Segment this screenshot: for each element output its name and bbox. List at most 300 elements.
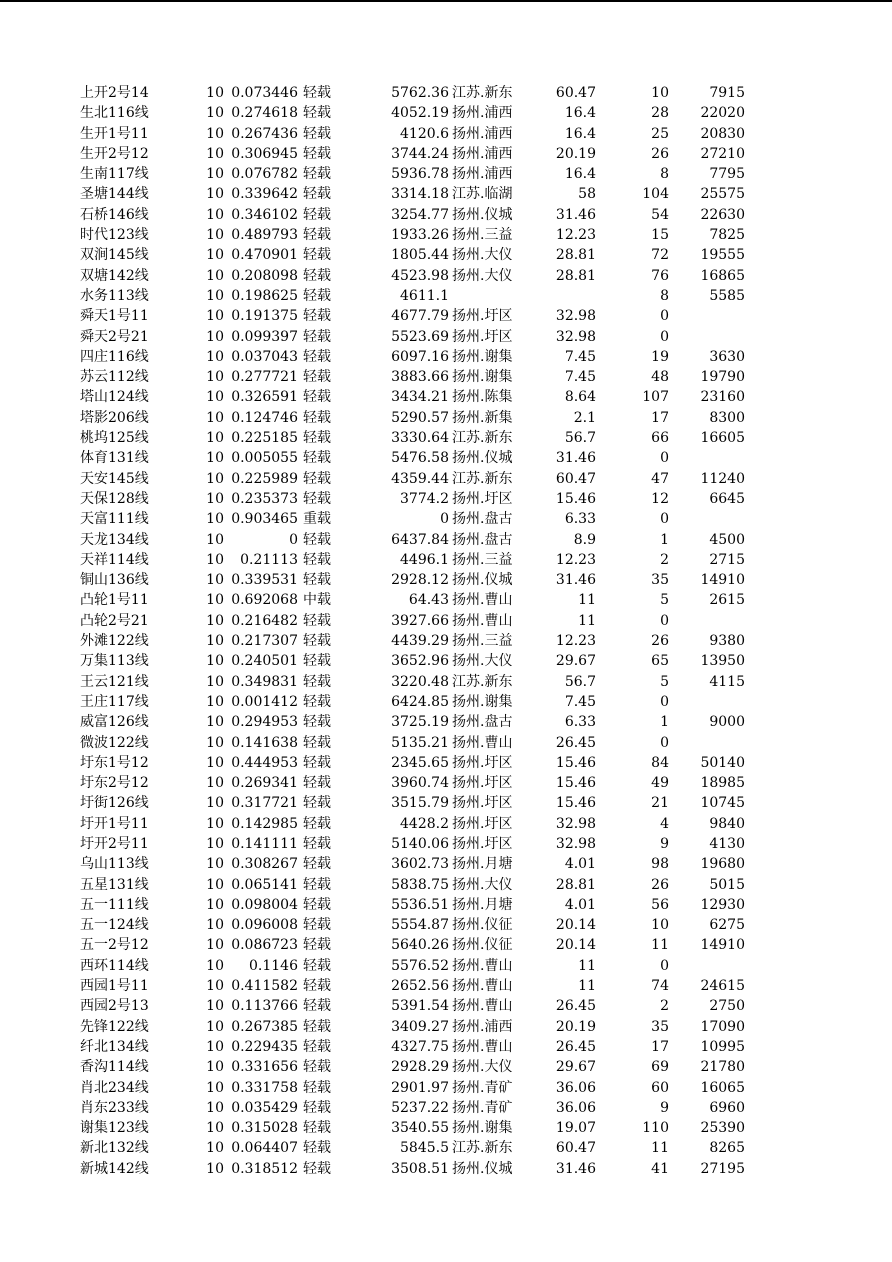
voltage-cell: 10 [206, 815, 224, 832]
load-rate-cell: 0.294953 [231, 714, 298, 731]
capacity-cell: 9000 [709, 714, 745, 731]
location-cell: 扬州.大仪 [452, 653, 513, 670]
capacity-cell: 19680 [700, 856, 745, 873]
value-cell: 6437.84 [391, 531, 449, 548]
length-cell: 7.45 [564, 693, 596, 710]
length-cell: 11 [578, 978, 596, 995]
load-rate-cell: 0.005055 [231, 450, 298, 467]
load-status-cell: 轻载 [303, 1059, 331, 1076]
line-name-cell: 生开1号11 [80, 125, 149, 142]
value-cell: 5554.87 [391, 917, 449, 934]
count-cell: 60 [651, 1079, 669, 1096]
load-rate-cell: 0.141111 [231, 835, 298, 852]
length-cell: 31.46 [555, 572, 596, 589]
location-cell: 扬州.曹山 [452, 998, 513, 1015]
voltage-cell: 10 [206, 450, 224, 467]
length-cell: 4.01 [564, 856, 596, 873]
voltage-cell: 10 [206, 490, 224, 507]
length-cell: 32.98 [555, 815, 596, 832]
line-name-cell: 王庄117线 [80, 693, 149, 710]
count-cell: 65 [651, 653, 669, 670]
length-cell: 28.81 [555, 267, 596, 284]
voltage-cell: 10 [206, 714, 224, 731]
voltage-cell: 10 [206, 835, 224, 852]
length-cell: 2.1 [573, 409, 596, 426]
capacity-cell [669, 733, 745, 753]
line-name-cell: 舜天1号11 [80, 308, 149, 325]
load-rate-cell: 0.318512 [231, 1160, 298, 1177]
voltage-cell: 10 [206, 186, 224, 203]
load-status-cell: 轻载 [303, 1079, 331, 1096]
load-rate-cell: 0.315028 [231, 1120, 298, 1137]
location-cell: 扬州.曹山 [452, 978, 513, 995]
voltage-cell: 10 [206, 308, 224, 325]
table-row [0, 976, 892, 996]
count-cell: 35 [651, 1018, 669, 1035]
voltage-cell: 10 [206, 754, 224, 771]
load-rate-cell: 0.065141 [231, 876, 298, 893]
count-cell: 8 [660, 287, 669, 304]
voltage-cell: 10 [206, 1099, 224, 1116]
length-cell: 20.14 [555, 937, 596, 954]
length-cell: 56.7 [564, 673, 596, 690]
value-cell: 6424.85 [391, 693, 449, 710]
load-status-cell: 轻载 [303, 896, 331, 913]
load-status-cell: 轻载 [303, 856, 331, 873]
value-cell: 5290.57 [391, 409, 449, 426]
location-cell: 扬州.曹山 [452, 734, 513, 751]
location-cell: 扬州.谢集 [452, 348, 513, 365]
length-cell: 16.4 [564, 125, 596, 142]
location-cell: 扬州.新集 [452, 409, 513, 426]
value-cell: 0 [440, 511, 449, 528]
voltage-cell: 10 [206, 85, 224, 101]
location-cell: 扬州.大仪 [452, 1059, 513, 1076]
load-rate-cell: 0 [289, 531, 298, 548]
table-row [0, 956, 892, 976]
load-status-cell: 轻载 [303, 125, 331, 142]
value-cell: 4611.1 [400, 287, 449, 304]
voltage-cell: 10 [206, 856, 224, 873]
table-row [0, 1138, 892, 1158]
count-cell: 47 [651, 470, 669, 487]
table-row [0, 530, 892, 550]
count-cell: 2 [660, 998, 669, 1015]
load-rate-cell: 0.124746 [231, 409, 298, 426]
load-rate-cell: 0.331656 [231, 1059, 298, 1076]
load-rate-cell: 0.267436 [231, 125, 298, 142]
capacity-cell [669, 611, 745, 631]
line-name-cell: 纤北134线 [80, 1038, 149, 1055]
length-cell: 8.9 [573, 531, 596, 548]
count-cell: 107 [642, 389, 669, 406]
value-cell: 4327.75 [391, 1038, 449, 1055]
length-cell: 12.23 [555, 551, 596, 568]
capacity-cell: 10745 [700, 795, 745, 812]
table-row [0, 935, 892, 955]
voltage-cell: 10 [206, 978, 224, 995]
capacity-cell: 19555 [700, 247, 745, 264]
load-rate-cell: 0.277721 [231, 369, 298, 386]
load-status-cell: 轻载 [303, 714, 331, 731]
capacity-cell: 6645 [709, 490, 745, 507]
location-cell: 扬州.圩区 [452, 835, 513, 852]
length-cell: 26.45 [555, 998, 596, 1015]
load-rate-cell: 0.470901 [231, 247, 298, 264]
count-cell: 56 [651, 896, 669, 913]
table-row [0, 83, 892, 103]
location-cell: 江苏.新东 [452, 85, 513, 101]
load-status-cell: 轻载 [303, 612, 331, 629]
length-cell: 12.23 [555, 227, 596, 244]
load-status-cell: 中载 [303, 592, 331, 609]
load-status-cell: 轻载 [303, 775, 331, 792]
voltage-cell: 10 [206, 389, 224, 406]
line-name-cell: 外滩122线 [80, 633, 149, 650]
count-cell: 74 [651, 978, 669, 995]
location-cell: 扬州.青矿 [452, 1099, 513, 1116]
location-cell: 扬州.曹山 [452, 957, 513, 974]
length-cell: 58 [578, 186, 596, 203]
load-status-cell: 轻载 [303, 531, 331, 548]
load-rate-cell: 0.331758 [231, 1079, 298, 1096]
voltage-cell: 10 [206, 917, 224, 934]
voltage-cell: 10 [206, 633, 224, 650]
count-cell: 8 [660, 166, 669, 183]
count-cell: 28 [651, 105, 669, 122]
load-rate-cell: 0.240501 [231, 653, 298, 670]
count-cell: 9 [660, 835, 669, 852]
value-cell: 3744.24 [391, 145, 449, 162]
count-cell: 0 [660, 450, 669, 467]
voltage-cell: 10 [206, 369, 224, 386]
count-cell: 10 [651, 917, 669, 934]
load-rate-cell: 0.411582 [231, 978, 298, 995]
line-name-cell: 圩街126线 [80, 795, 149, 812]
value-cell: 4359.44 [391, 470, 449, 487]
line-name-cell: 新城142线 [80, 1160, 149, 1177]
table-row [0, 814, 892, 834]
location-cell: 扬州.仪城 [452, 572, 513, 589]
capacity-cell: 27210 [700, 145, 745, 162]
voltage-cell: 10 [206, 206, 224, 223]
location-cell: 扬州.浦西 [452, 105, 513, 122]
value-cell: 3927.66 [391, 612, 449, 629]
load-status-cell: 轻载 [303, 835, 331, 852]
table-row [0, 834, 892, 854]
table-row [0, 103, 892, 123]
line-name-cell: 西环114线 [80, 957, 149, 974]
length-cell: 11 [578, 612, 596, 629]
voltage-cell: 10 [206, 957, 224, 974]
value-cell: 3254.77 [391, 206, 449, 223]
value-cell: 3652.96 [391, 653, 449, 670]
load-status-cell: 轻载 [303, 551, 331, 568]
value-cell: 5762.36 [391, 85, 449, 101]
value-cell: 5391.54 [391, 998, 449, 1015]
count-cell: 104 [642, 186, 669, 203]
load-status-cell: 轻载 [303, 450, 331, 467]
capacity-cell: 16065 [700, 1079, 745, 1096]
location-cell: 扬州.圩区 [452, 775, 513, 792]
load-status-cell: 重载 [303, 511, 331, 528]
line-name-cell: 谢集123线 [80, 1120, 149, 1137]
count-cell: 17 [651, 1038, 669, 1055]
load-rate-cell: 0.317721 [231, 795, 298, 812]
location-cell: 扬州.月塘 [452, 856, 513, 873]
length-cell: 28.81 [555, 876, 596, 893]
line-name-cell: 天安145线 [80, 470, 149, 487]
table-row [0, 753, 892, 773]
location-cell: 扬州.大仪 [452, 247, 513, 264]
line-name-cell: 圩开1号11 [80, 815, 149, 832]
count-cell: 25 [651, 125, 669, 142]
capacity-cell: 2750 [709, 998, 745, 1015]
value-cell: 6097.16 [391, 348, 449, 365]
load-rate-cell: 0.098004 [231, 896, 298, 913]
line-name-cell: 水务113线 [80, 287, 149, 304]
voltage-cell: 10 [206, 896, 224, 913]
count-cell: 35 [651, 572, 669, 589]
load-status-cell: 轻载 [303, 490, 331, 507]
load-status-cell: 轻载 [303, 1120, 331, 1137]
capacity-cell [669, 509, 745, 529]
line-name-cell: 五星131线 [80, 876, 149, 893]
voltage-cell: 10 [206, 1059, 224, 1076]
table-row [0, 692, 892, 712]
table-row [0, 793, 892, 813]
voltage-cell: 10 [206, 653, 224, 670]
load-status-cell: 轻载 [303, 186, 331, 203]
capacity-cell: 14910 [700, 572, 745, 589]
length-cell: 36.06 [555, 1099, 596, 1116]
line-name-cell: 凸轮2号21 [80, 612, 149, 629]
load-status-cell: 轻载 [303, 673, 331, 690]
line-name-cell: 四庄116线 [80, 348, 149, 365]
load-rate-cell: 0.113766 [231, 998, 298, 1015]
voltage-cell: 10 [206, 551, 224, 568]
load-rate-cell: 0.037043 [231, 348, 298, 365]
load-rate-cell: 0.339531 [231, 572, 298, 589]
count-cell: 15 [651, 227, 669, 244]
capacity-cell: 3630 [709, 348, 745, 365]
table-row [0, 245, 892, 265]
line-name-cell: 圩开2号11 [80, 835, 149, 852]
table-row [0, 408, 892, 428]
load-status-cell: 轻载 [303, 917, 331, 934]
location-cell: 扬州.曹山 [452, 612, 513, 629]
table-row [0, 489, 892, 509]
table-row [0, 895, 892, 915]
capacity-cell: 7915 [709, 85, 745, 101]
voltage-cell: 10 [206, 937, 224, 954]
length-cell: 15.46 [555, 490, 596, 507]
table-row [0, 712, 892, 732]
location-cell: 扬州.三益 [452, 227, 513, 244]
value-cell: 3540.55 [391, 1120, 449, 1137]
count-cell: 5 [660, 673, 669, 690]
table-row [0, 469, 892, 489]
value-cell: 3220.48 [391, 673, 449, 690]
voltage-cell: 10 [206, 470, 224, 487]
value-cell: 3434.21 [391, 389, 449, 406]
line-name-cell: 五一2号12 [80, 937, 149, 954]
length-cell: 11 [578, 592, 596, 609]
load-rate-cell: 0.267385 [231, 1018, 298, 1035]
table-row [0, 144, 892, 164]
location-cell: 扬州.三益 [452, 551, 513, 568]
location-cell: 扬州.盘古 [452, 511, 513, 528]
capacity-cell: 21780 [700, 1059, 745, 1076]
length-cell: 7.45 [564, 369, 596, 386]
count-cell: 19 [651, 348, 669, 365]
line-name-cell: 圩东2号12 [80, 775, 149, 792]
voltage-cell: 10 [206, 795, 224, 812]
load-rate-cell: 0.308267 [231, 856, 298, 873]
count-cell: 48 [651, 369, 669, 386]
load-status-cell: 轻载 [303, 957, 331, 974]
length-cell: 16.4 [564, 166, 596, 183]
value-cell: 3330.64 [391, 430, 449, 447]
load-status-cell: 轻载 [303, 369, 331, 386]
count-cell: 54 [651, 206, 669, 223]
table-row [0, 1118, 892, 1138]
table-row [0, 550, 892, 570]
load-status-cell: 轻载 [303, 876, 331, 893]
value-cell: 1805.44 [391, 247, 449, 264]
length-cell: 29.67 [555, 1059, 596, 1076]
location-cell: 扬州.圩区 [452, 490, 513, 507]
table-row [0, 1098, 892, 1118]
capacity-cell: 22020 [700, 105, 745, 122]
count-cell: 0 [660, 734, 669, 751]
line-name-cell: 生开2号12 [80, 145, 149, 162]
length-cell: 31.46 [555, 450, 596, 467]
length-cell: 15.46 [555, 775, 596, 792]
count-cell: 98 [651, 856, 669, 873]
load-status-cell: 轻载 [303, 287, 331, 304]
line-name-cell: 石桥146线 [80, 206, 149, 223]
length-cell: 60.47 [555, 1140, 596, 1157]
count-cell: 11 [651, 937, 669, 954]
load-rate-cell: 0.326591 [231, 389, 298, 406]
load-rate-cell: 0.035429 [231, 1099, 298, 1116]
load-rate-cell: 0.21113 [240, 551, 298, 568]
load-status-cell: 轻载 [303, 998, 331, 1015]
voltage-cell: 10 [206, 1120, 224, 1137]
value-cell: 3314.18 [391, 186, 449, 203]
capacity-cell: 22630 [700, 206, 745, 223]
value-cell: 4677.79 [391, 308, 449, 325]
voltage-cell: 10 [206, 572, 224, 589]
table-row [0, 1057, 892, 1077]
location-cell: 扬州.浦西 [452, 166, 513, 183]
voltage-cell: 10 [206, 1079, 224, 1096]
length-cell: 32.98 [555, 835, 596, 852]
voltage-cell: 10 [206, 998, 224, 1015]
count-cell: 41 [651, 1160, 669, 1177]
table-row [0, 651, 892, 671]
length-cell: 11 [578, 957, 596, 974]
value-cell: 2652.56 [391, 978, 449, 995]
voltage-cell: 10 [206, 693, 224, 710]
load-status-cell: 轻载 [303, 206, 331, 223]
voltage-cell: 10 [206, 1160, 224, 1177]
line-name-cell: 西园2号13 [80, 998, 149, 1015]
load-status-cell: 轻载 [303, 247, 331, 264]
load-rate-cell: 0.489793 [231, 227, 298, 244]
voltage-cell: 10 [206, 531, 224, 548]
table-row [0, 733, 892, 753]
line-name-cell: 王云121线 [80, 673, 149, 690]
line-name-cell: 先锋122线 [80, 1018, 149, 1035]
count-cell: 0 [660, 511, 669, 528]
location-cell [452, 286, 524, 306]
table-row [0, 1159, 892, 1179]
load-status-cell: 轻载 [303, 1018, 331, 1035]
count-cell: 17 [651, 409, 669, 426]
line-name-cell: 双涧145线 [80, 247, 149, 264]
length-cell: 60.47 [555, 470, 596, 487]
count-cell: 76 [651, 267, 669, 284]
count-cell: 11 [651, 1140, 669, 1157]
value-cell: 64.43 [408, 592, 449, 609]
line-name-cell: 五一111线 [80, 896, 149, 913]
load-rate-cell: 0.903465 [231, 511, 298, 528]
length-cell: 6.33 [564, 714, 596, 731]
table-row [0, 327, 892, 347]
voltage-cell: 10 [206, 227, 224, 244]
voltage-cell: 10 [206, 145, 224, 162]
load-rate-cell: 0.141638 [231, 734, 298, 751]
capacity-cell: 5015 [709, 876, 745, 893]
capacity-cell: 7825 [709, 227, 745, 244]
capacity-cell: 14910 [700, 937, 745, 954]
table-row [0, 773, 892, 793]
location-cell: 扬州.谢集 [452, 1120, 513, 1137]
location-cell: 扬州.浦西 [452, 145, 513, 162]
location-cell: 扬州.曹山 [452, 1038, 513, 1055]
line-name-cell: 圩东1号12 [80, 754, 149, 771]
table-row [0, 631, 892, 651]
location-cell: 扬州.圩区 [452, 754, 513, 771]
load-rate-cell: 0.216482 [231, 612, 298, 629]
voltage-cell: 10 [206, 1140, 224, 1157]
load-status-cell: 轻载 [303, 1099, 331, 1116]
line-name-cell: 双塘142线 [80, 267, 149, 284]
length-cell: 7.45 [564, 348, 596, 365]
capacity-cell: 11240 [700, 470, 745, 487]
capacity-cell: 23160 [700, 389, 745, 406]
load-status-cell: 轻载 [303, 145, 331, 162]
voltage-cell: 10 [206, 876, 224, 893]
capacity-cell [669, 956, 745, 976]
count-cell: 9 [660, 1099, 669, 1116]
line-name-cell: 天龙134线 [80, 531, 149, 548]
line-name-cell: 天保128线 [80, 490, 149, 507]
line-name-cell: 苏云112线 [80, 369, 149, 386]
location-cell: 江苏.新东 [452, 1140, 513, 1157]
capacity-cell: 4500 [709, 531, 745, 548]
table-row [0, 996, 892, 1016]
length-cell: 28.81 [555, 247, 596, 264]
voltage-cell: 10 [206, 348, 224, 365]
length-cell: 6.33 [564, 511, 596, 528]
value-cell: 3725.19 [391, 714, 449, 731]
length-cell: 15.46 [555, 795, 596, 812]
value-cell: 3774.2 [400, 490, 449, 507]
line-name-cell: 万集113线 [80, 653, 149, 670]
